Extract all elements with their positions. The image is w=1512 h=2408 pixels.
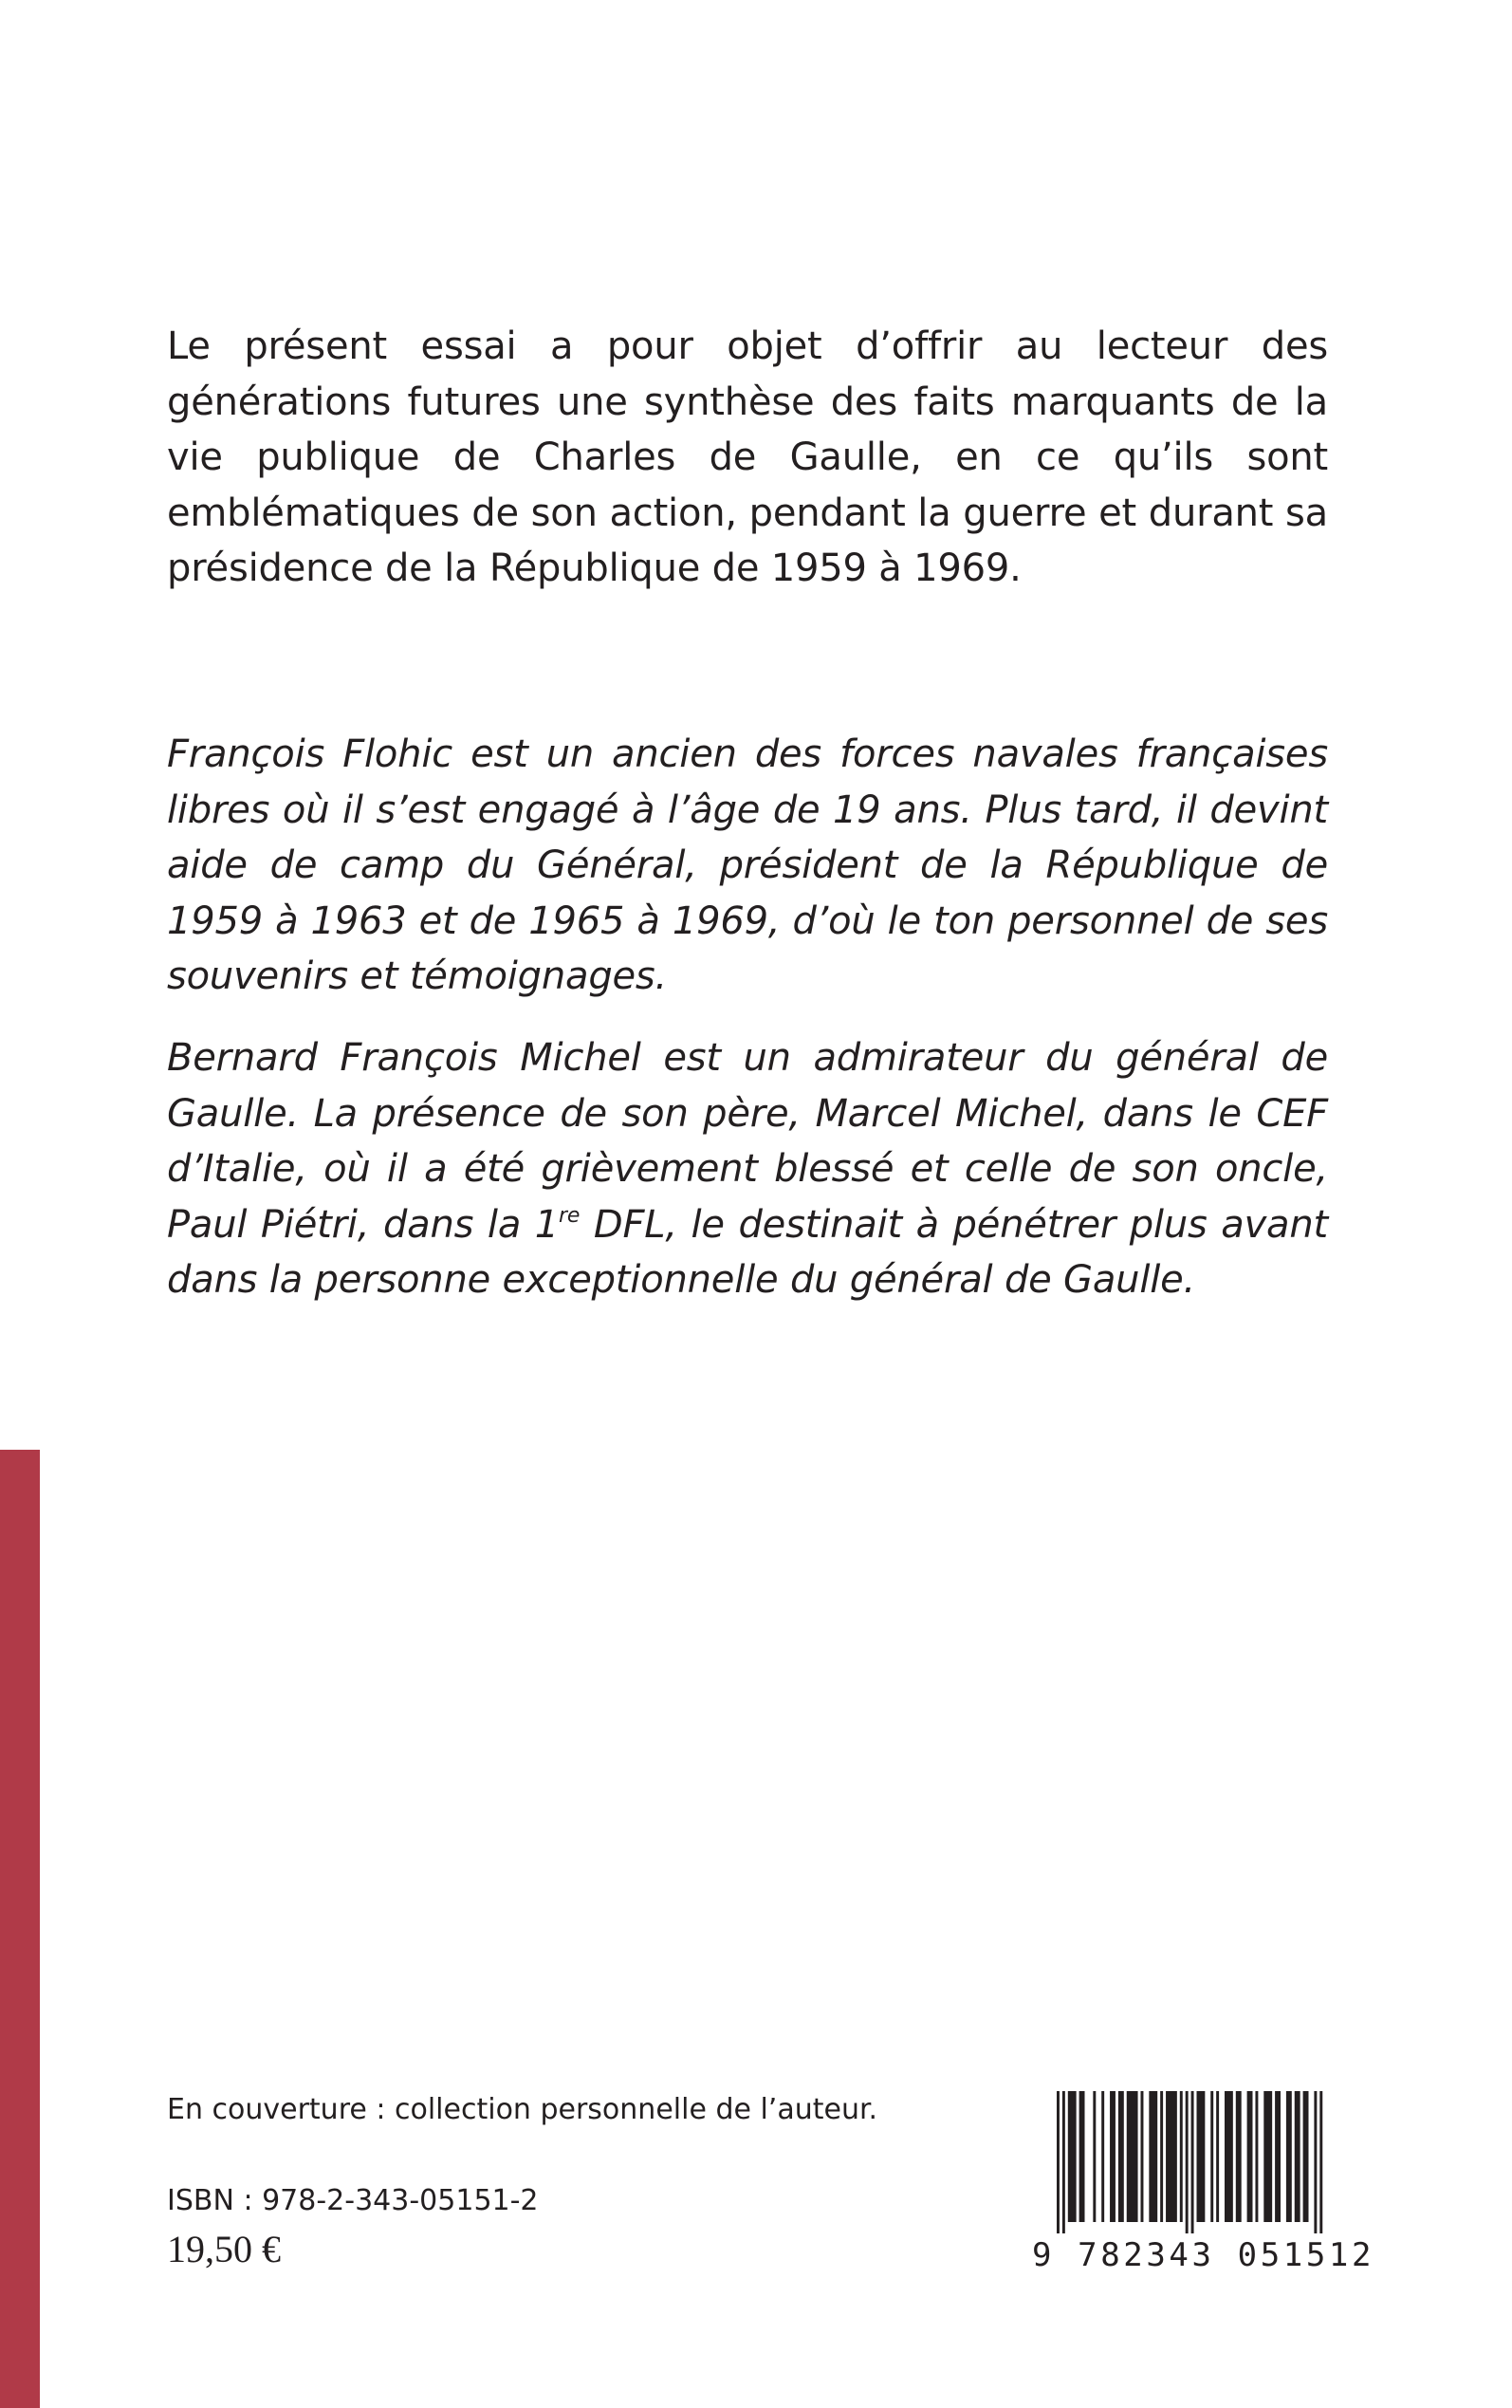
barcode-bars — [1032, 2091, 1328, 2233]
barcode-bar — [1210, 2091, 1213, 2222]
barcode-guard-bar — [1319, 2091, 1322, 2233]
barcode-bar — [1149, 2091, 1157, 2222]
barcode-bar — [1303, 2091, 1309, 2222]
barcode-bar — [1180, 2091, 1183, 2222]
ordinal-superscript: re — [559, 1203, 581, 1228]
red-accent-band — [0, 1450, 40, 2408]
intro-paragraph: Le présent essai a pour objet d’offrir au lecteur des générations futures une synthèse des faits marquants de la vie publique de Charles de Gaulle, en ce qu’ils sont emblématiques de son action, pendant la guerre et durant sa présidence de la République de 1959 à 1969. — [167, 324, 1328, 590]
barcode-bar — [1068, 2091, 1077, 2222]
author-bio-text-michel-part2: DFL, le destinait à pénétrer plus avant dans la personne exceptionnelle du général de Gaulle. — [167, 1202, 1328, 1302]
barcode-bar — [1236, 2091, 1242, 2222]
barcode-bar — [1295, 2091, 1300, 2222]
barcode-digits: 9 782343 051512 — [1032, 2236, 1375, 2274]
barcode-bar — [1197, 2091, 1206, 2222]
barcode-guard-bar — [1057, 2091, 1060, 2233]
barcode-bar — [1110, 2091, 1116, 2222]
author-bio-michel — [167, 1030, 1328, 1308]
barcode-bar — [1275, 2091, 1281, 2222]
author-bio-flohic — [167, 727, 1328, 1005]
barcode-bar — [1255, 2091, 1258, 2222]
barcode-bar — [1127, 2091, 1138, 2222]
author-bio-text-michel-part1: est un admirateur du général de Gaulle. La présence de son père, Marcel Michel, dans le CEF d’Italie, où il a été grièvement blessé et celle de son oncle, Paul Piétri, dans la 1 — [167, 1036, 1329, 1247]
cover-credit: En couverture : collection personnelle de l’auteur. — [167, 2093, 878, 2126]
barcode-guard-bar — [1186, 2091, 1189, 2233]
barcode-guard-bar — [1314, 2091, 1317, 2233]
barcode-bar — [1079, 2091, 1085, 2222]
barcode-bar — [1141, 2091, 1144, 2222]
barcode-bar — [1118, 2091, 1124, 2222]
isbn-text: ISBN : 978-2-343-05151-2 — [167, 2184, 539, 2217]
author-bio-text-flohic: est un ancien des forces navales françaises libres où il s’est engagé à l’âge de 19 ans. Plus tard, il devint aide de camp du Général, président de la République de 1959 à 1963 et de 1965 à 1969, d’où le ton personnel de ses souvenirs et témoignages. — [167, 732, 1328, 998]
barcode-bar — [1101, 2091, 1104, 2222]
barcode-bar — [1225, 2091, 1233, 2222]
barcode-bar — [1093, 2091, 1096, 2222]
barcode-bar — [1247, 2091, 1253, 2222]
barcode-guard-bar — [1062, 2091, 1065, 2233]
barcode-bar — [1286, 2091, 1292, 2222]
isbn-barcode — [1032, 2091, 1375, 2277]
barcode-bar — [1160, 2091, 1163, 2222]
barcode-guard-bar — [1191, 2091, 1194, 2233]
price-text: 19,50 € — [167, 2228, 281, 2270]
author-name-michel: Bernard François Michel — [167, 1036, 641, 1080]
author-name-flohic: François Flohic — [167, 732, 453, 776]
barcode-bar — [1216, 2091, 1219, 2222]
barcode-bar — [1263, 2091, 1272, 2222]
barcode-bar — [1166, 2091, 1177, 2222]
